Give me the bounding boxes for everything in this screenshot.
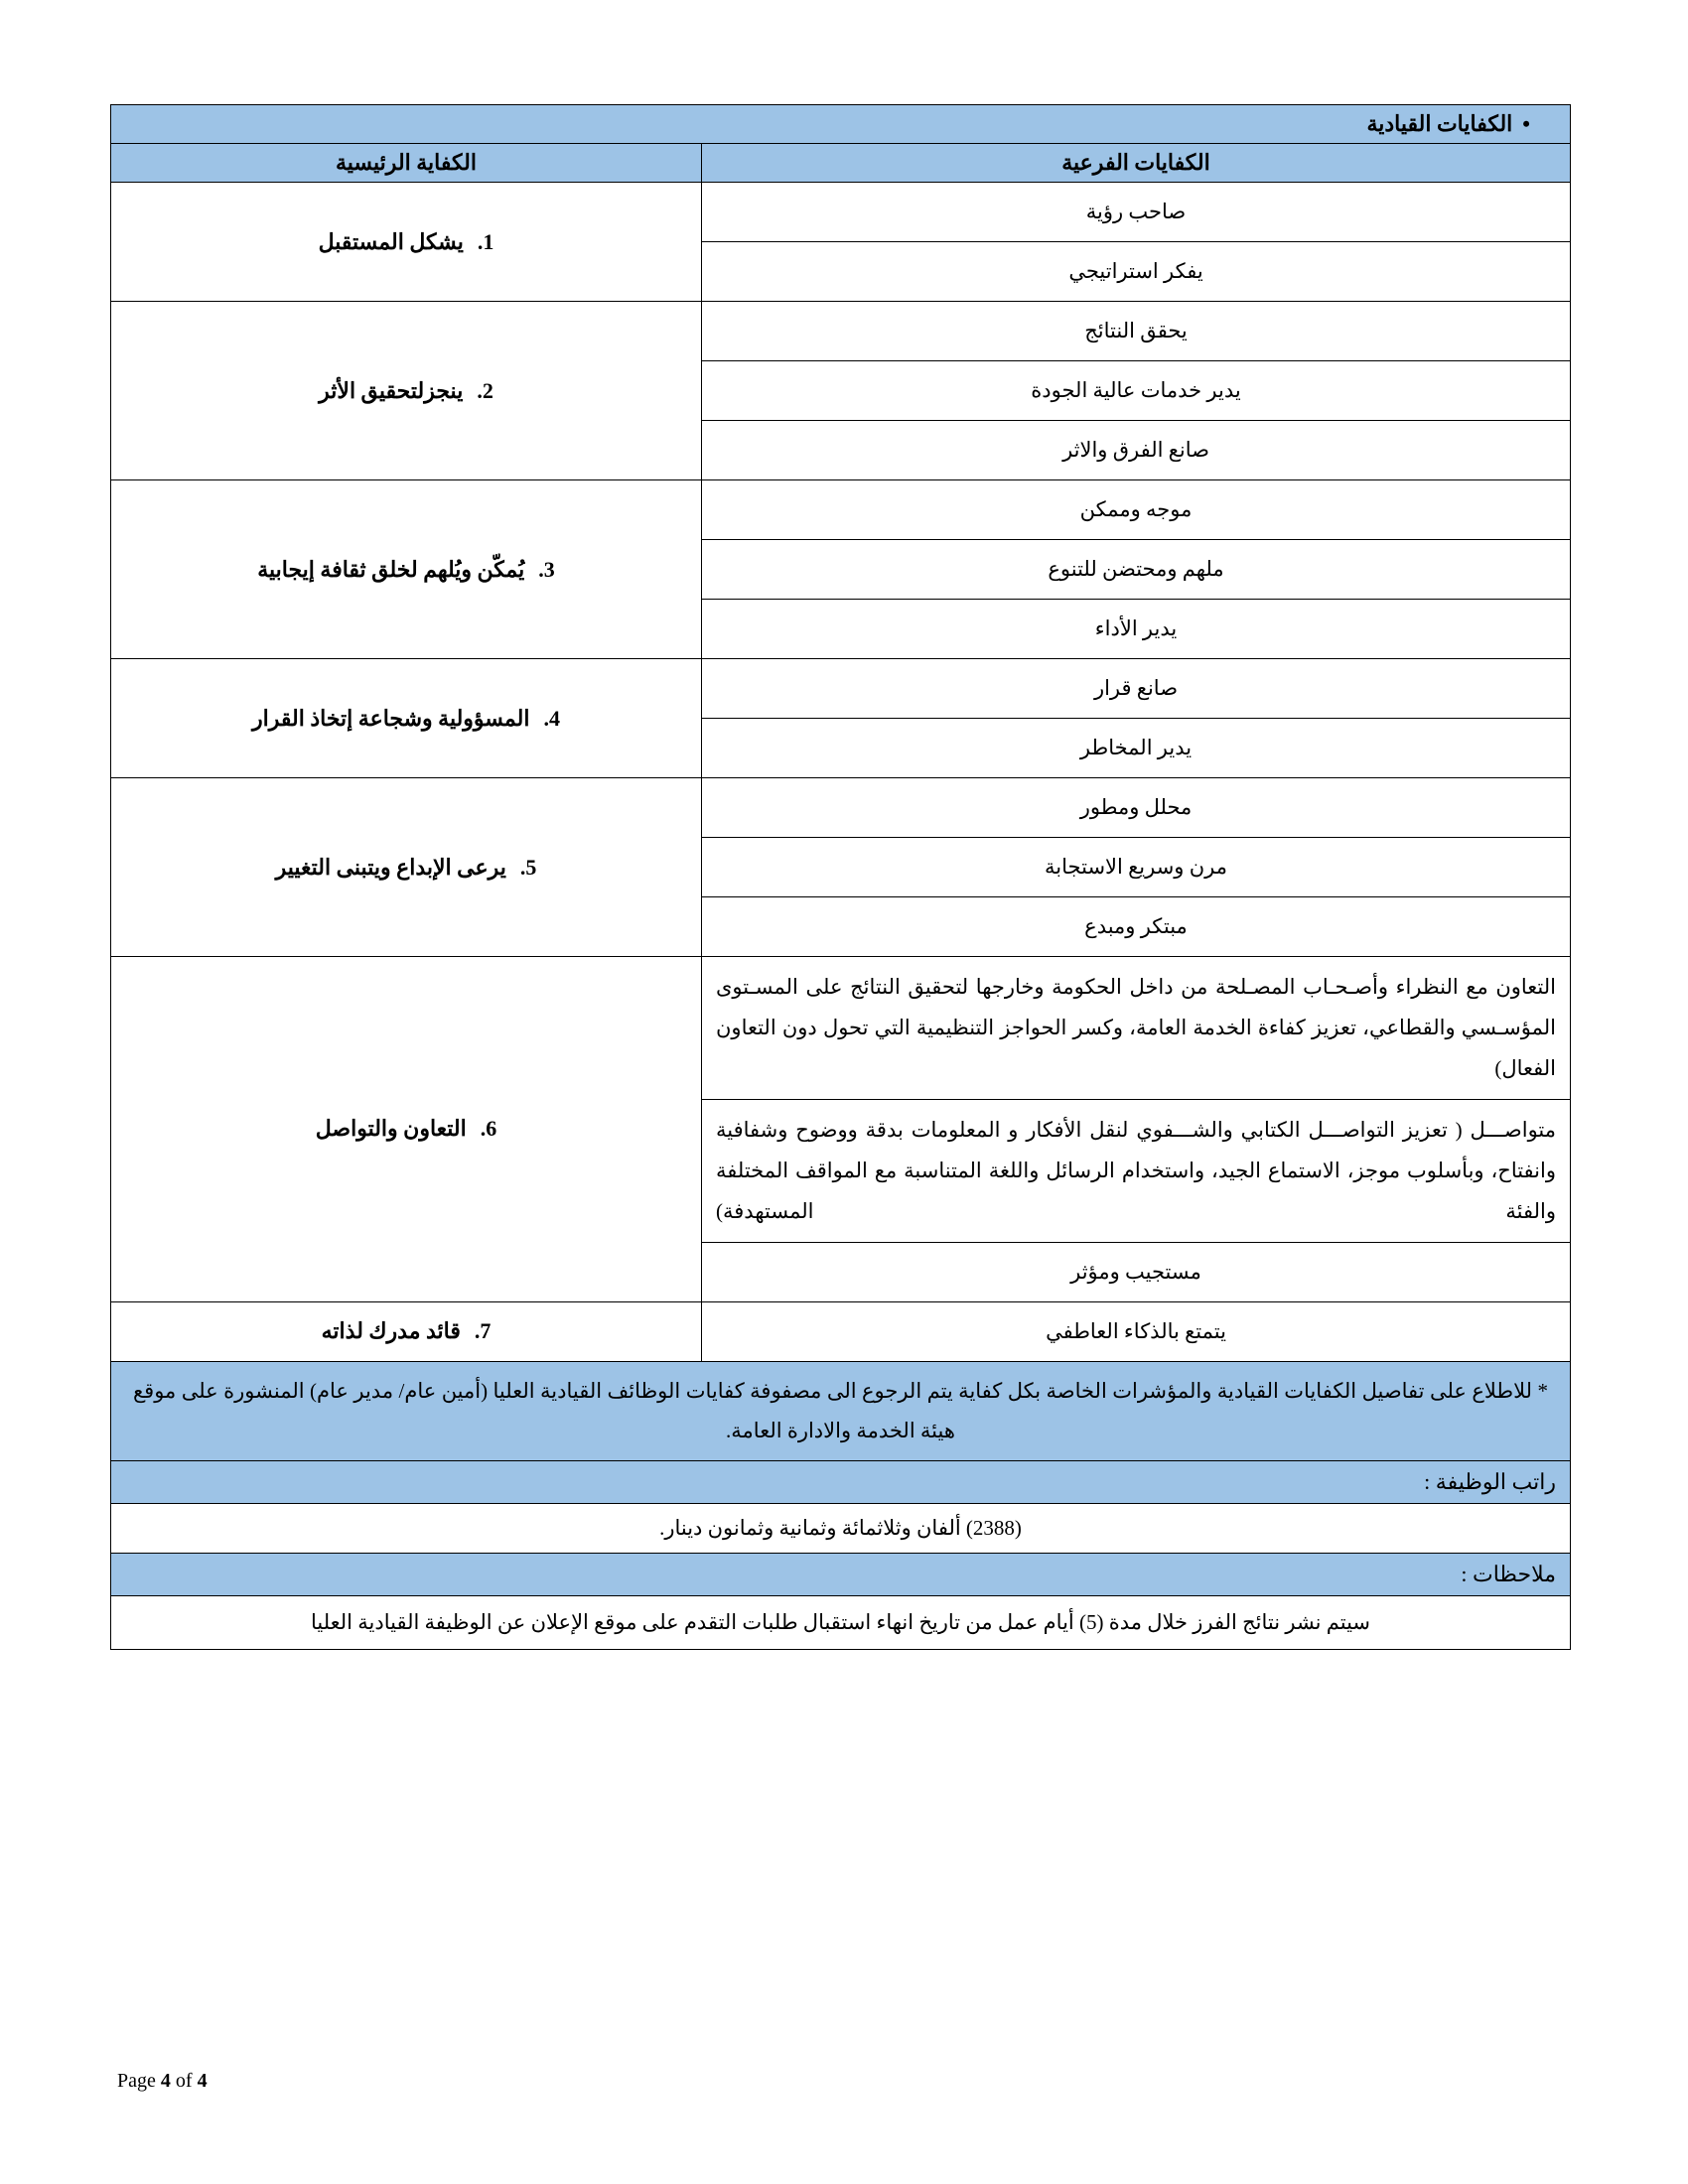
competency-title: التعاون والتواصل [315,1116,467,1142]
section-header-text: الكفايات القيادية [1366,111,1513,136]
table-row [110,778,1570,838]
competency-title: المسؤولية وشجاعة إتخاذ القرار [252,705,530,731]
competency-number: 5. [519,854,537,880]
notes-label-row [110,1554,1570,1596]
sub-competency: صاحب رؤية [702,183,1571,242]
sub-competency: مبتكر ومبدع [702,897,1571,957]
footer-prefix: Page [117,2070,156,2092]
competency-number: 7. [474,1318,492,1344]
salary-value: (2388) ألفان وثلاثمائة وثمانية وثمانون دينار. [110,1504,1570,1554]
footer-middle: of [175,2070,193,2092]
competency-title: ينجزلتحقيق الأثر [319,377,464,403]
notes-value: سيتم نشر نتائج الفرز خلال مدة (5) أيام عمل من تاريخ انهاء استقبال طلبات التقدم على موقع الإعلان عن الوظيفة القيادية العليا [110,1596,1570,1650]
main-competency [110,1301,701,1361]
main-competency [110,659,701,778]
column-header-row [110,144,1570,183]
footer-current-page: 4 [160,2070,171,2092]
notes-value-row [110,1596,1570,1650]
footer-total-pages: 4 [197,2070,208,2092]
sub-competency: مرن وسريع الاستجابة [702,838,1571,897]
bullet-icon: • [1522,111,1530,136]
salary-label: راتب الوظيفة : [110,1461,1570,1504]
column-header-sub: الكفايات الفرعية [702,144,1571,183]
sub-competency: يفكر استراتيجي [702,242,1571,302]
table-row [110,957,1570,1100]
footnote-text: * للاطلاع على تفاصيل الكفايات القيادية والمؤشرات الخاصة بكل كفاية يتم الرجوع الى مصفوفة كفايات الوظائف القيادية العليا (أمين عام/ مدير عام) المنشورة على موقع هيئة الخدمة والادارة العامة. [110,1361,1570,1461]
sub-competency: يتمتع بالذكاء العاطفي [702,1301,1571,1361]
sub-competency: يدير المخاطر [702,719,1571,778]
sub-competency: يدير الأداء [702,600,1571,659]
main-competency [110,183,701,302]
table-row [110,183,1570,242]
main-competency [110,957,701,1302]
competency-number: 1. [477,228,494,254]
table-row [110,659,1570,719]
sub-competency: محلل ومطور [702,778,1571,838]
table-row [110,1301,1570,1361]
sub-competency: صانع قرار [702,659,1571,719]
notes-label: ملاحظات : [110,1554,1570,1596]
sub-competency: صانع الفرق والاثر [702,421,1571,480]
competency-number: 2. [477,377,493,403]
main-competency [110,778,701,957]
main-competency [110,480,701,659]
sub-competency: يدير خدمات عالية الجودة [702,361,1571,421]
competency-title: يرعى الإبداع ويتبنى التغيير [275,854,506,880]
page-footer [117,2070,208,2093]
column-header-main: الكفاية الرئيسية [110,144,701,183]
salary-value-row [110,1504,1570,1554]
main-competency [110,302,701,480]
sub-competency: ملهم ومحتضن للتنوع [702,540,1571,600]
sub-competency: موجه وممكن [702,480,1571,540]
sub-competency: مستجيب ومؤثر [702,1242,1571,1301]
section-header-row [110,105,1570,144]
competencies-table [110,104,1571,1650]
competency-title: قائد مدرك لذاته [321,1318,461,1344]
sub-competency: متواصـــل ( تعزيز التواصـــل الكتابي والشـــفوي لنقل الأفكار و المعلومات بدقة ووضوح وشفافية وانفتاح، وبأسلوب موجز، الاستماع الجيد، واستخدام الرسائل واللغة المتناسبة مع المواقف المختلفة والفئة المستهدفة) [702,1099,1571,1242]
salary-label-row [110,1461,1570,1504]
competency-title: يشكل المستقبل [318,228,464,254]
footnote-row [110,1361,1570,1461]
sub-competency: يحقق النتائج [702,302,1571,361]
sub-competency: التعاون مع النظراء وأصـحـاب المصـلحة من داخل الحكومة وخارجها لتحقيق النتائج على المسـتوى المؤسـسي والقطاعي، تعزيز كفاءة الخدمة العامة، وكسر الحواجز التنظيمية التي تحول دون التعاون الفعال) [702,957,1571,1100]
section-header-cell [110,105,1570,144]
table-body [110,105,1570,1650]
competency-title: يُمكّن ويُلهم لخلق ثقافة إيجابية [257,556,525,582]
competency-number: 3. [538,556,555,582]
table-row [110,480,1570,540]
competency-number: 6. [480,1116,497,1142]
competency-number: 4. [543,705,560,731]
table-row [110,302,1570,361]
